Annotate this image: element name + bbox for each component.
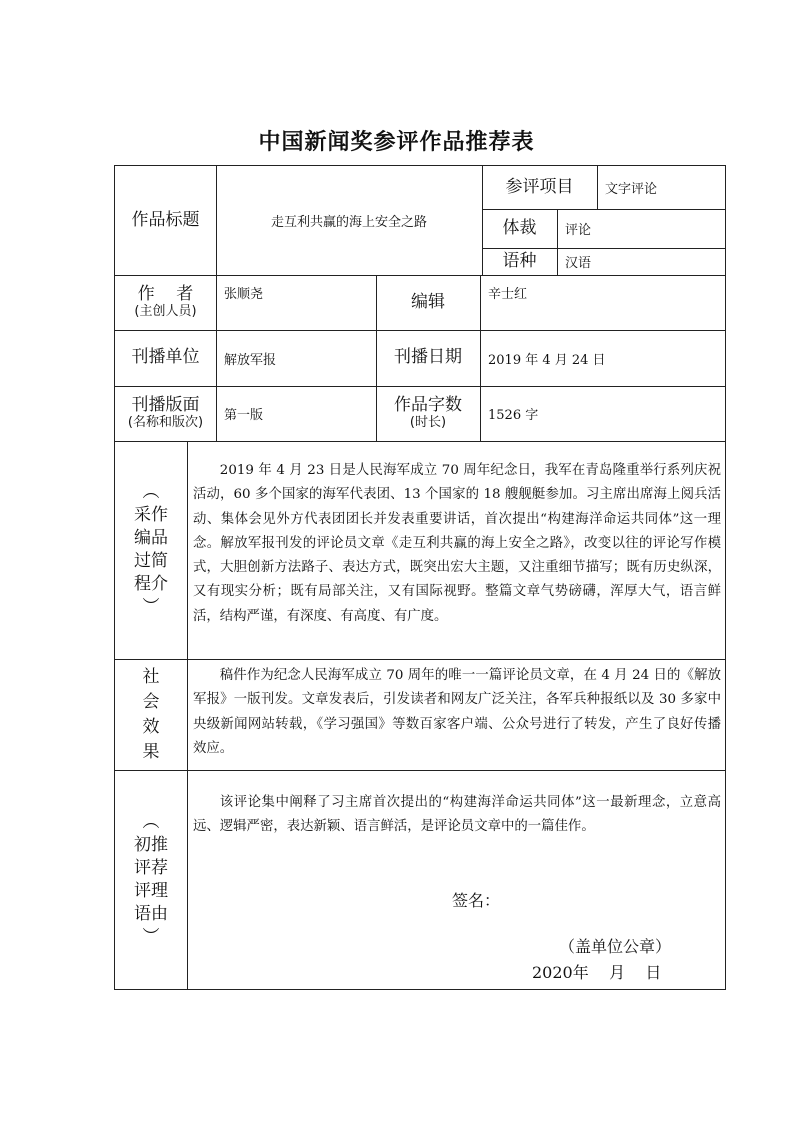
- language-label: 语种: [502, 250, 537, 271]
- col-divider: [187, 441, 188, 989]
- reason-label-char: ︶: [142, 926, 160, 947]
- form-title: 中国新闻奖参评作品推荐表: [258, 130, 535, 155]
- category-value: 文字评论: [605, 182, 658, 197]
- effect-label-char: 效: [142, 716, 160, 737]
- page-label-cell: [115, 386, 216, 441]
- unit-label: 刊播单位: [131, 347, 200, 368]
- unit-value: 解放军报: [224, 352, 277, 368]
- seal-note: （盖单位公章）: [559, 937, 672, 956]
- words-sub-label: (时长): [409, 414, 447, 430]
- page-value: 第一版: [224, 408, 264, 423]
- work-title-label: 作品标题: [131, 209, 200, 230]
- category-label: 参评项目: [505, 176, 574, 197]
- page-sub-label: (名称和版次): [127, 414, 204, 430]
- date-label: 刊播日期: [394, 347, 462, 368]
- reason-label: [115, 770, 187, 989]
- genre-value: 评论: [565, 223, 592, 238]
- page-label: 刊播版面: [131, 395, 200, 416]
- author-value: 张顺尧: [224, 287, 264, 302]
- editor-label: 编辑: [411, 291, 445, 312]
- work-title-value: 走互利共赢的海上安全之路: [270, 215, 427, 230]
- effect-label-char: 果: [142, 741, 160, 762]
- effect-label: [115, 659, 187, 770]
- language-value: 汉语: [565, 256, 592, 271]
- reason-label-char: 评理: [134, 880, 168, 901]
- author-label: 作 者: [137, 284, 194, 305]
- author-label-cell: [115, 275, 216, 330]
- editor-value: 辛士红: [488, 287, 528, 302]
- intro-label-char: 过简: [134, 551, 168, 571]
- date-value: 2019 年 4 月 24 日: [488, 352, 606, 368]
- reason-label-char: ︵: [142, 811, 160, 832]
- words-value: 1526 字: [488, 408, 539, 423]
- words-label-cell: [376, 386, 480, 441]
- reason-label-char: 语由: [134, 903, 168, 924]
- intro-label-char: ︵: [142, 482, 160, 502]
- genre-label: 体裁: [502, 217, 537, 238]
- effect-label-char: 社: [142, 666, 160, 687]
- reason-text: 该评论集中阐释了习主席首次提出的“构建海洋命运共同体”这一最新理念，立意高远、逻辑严密，表达新颖、语言鲜活，是评论员文章中的一篇佳作。: [193, 795, 721, 835]
- sign-date: 2020年 月 日: [532, 963, 662, 982]
- effect-label-char: 会: [142, 691, 160, 712]
- intro-label-char: 程介: [134, 574, 168, 594]
- words-label: 作品字数: [394, 395, 462, 416]
- row-divider: [115, 770, 725, 771]
- intro-text: 2019 年 4 月 23 日是人民海军成立 70 周年纪念日，我军在青岛隆重举行系列庆祝活动，60 多个国家的海军代表团、13 个国家的 18 艘舰艇参加。习主席出席海上阅兵活动、集体会见外方代表团团长并发表重要讲话，首次提出“构建海洋命运共同体”这一理念。解放军报刊发的评论员文章《走互利共赢的海上安全之路》，改变以往的评论写作模式，大胆创新方法路子、表达方式，既突出宏大主题，又注重细节描写；既有历史纵深，又有现实分析；既有局部关注，又有国际视野。整篇文章气势磅礴，浑厚大气，语言鲜活，结构严谨，有深度、有高度、有广度。: [193, 463, 721, 624]
- reason-label-char: 评荐: [134, 857, 168, 878]
- intro-label-char: ︶: [142, 597, 160, 617]
- recommendation-form: [114, 165, 726, 990]
- signature-label: 签名：: [452, 891, 501, 910]
- intro-label-char: 编品: [134, 528, 168, 548]
- author-sub-label: (主创人员): [134, 303, 197, 319]
- row-divider: [115, 441, 725, 442]
- row-divider: [115, 659, 725, 660]
- intro-label-char: 采作: [134, 505, 168, 525]
- intro-label: [115, 441, 187, 659]
- effect-text: 稿件作为纪念人民海军成立 70 周年的唯一一篇评论员文章，在 4 月 24 日的《解放军报》一版刊发。文章发表后，引发读者和网友广泛关注，各军兵种报纸以及 30 多家中央级新闻网站转载，《学习强国》等数百家客户端、公众号进行了转发，产生了良好传播效应。: [193, 668, 721, 756]
- reason-label-char: 初推: [134, 834, 168, 855]
